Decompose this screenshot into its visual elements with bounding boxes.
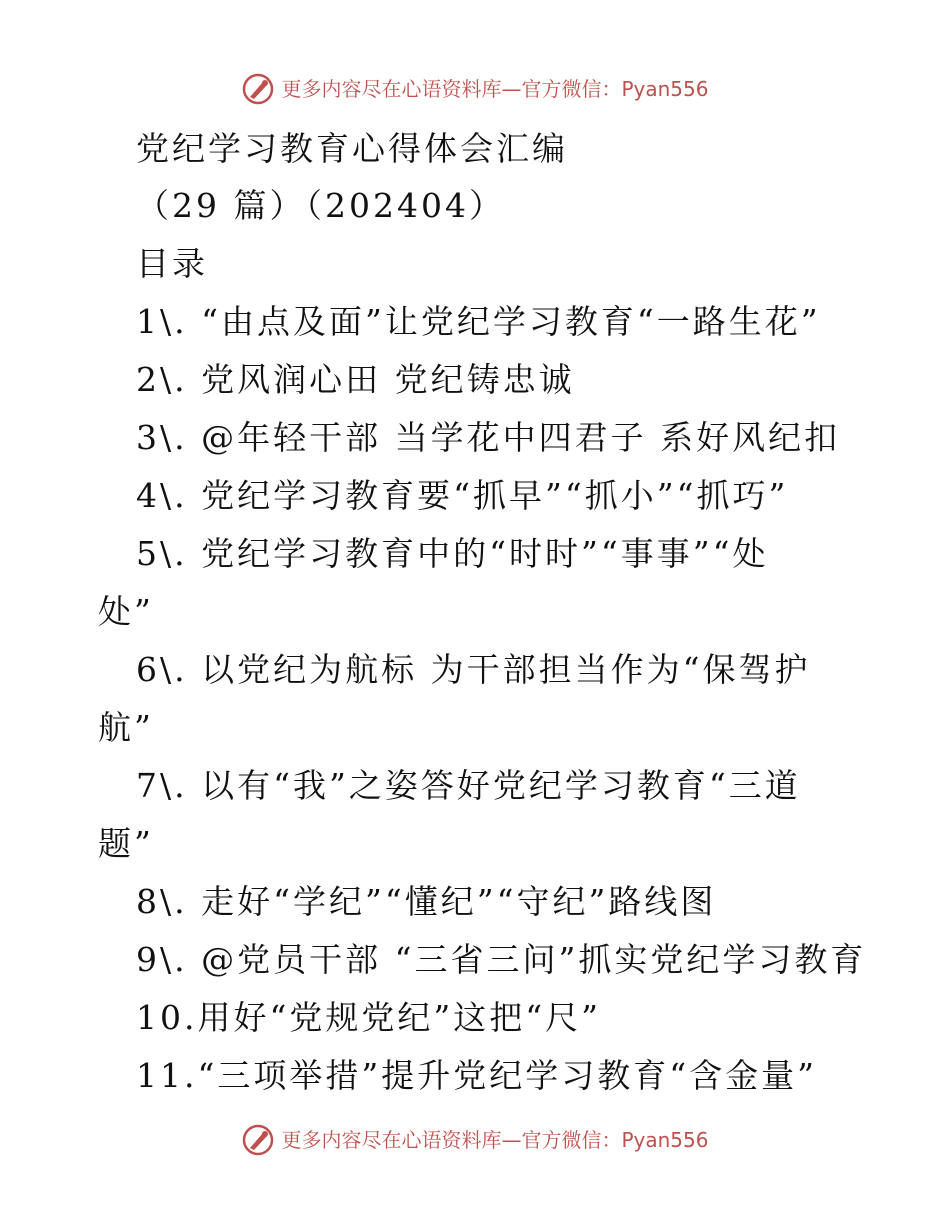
toc-item-continued: 航”: [98, 708, 154, 747]
toc-item: 3\. @年轻干部 当学花中四君子 系好风纪扣: [136, 418, 841, 457]
toc-item: 10.用好“党规党纪”这把“尺”: [136, 998, 601, 1037]
watermark-text: 更多内容尽在心语资料库—官方微信：Pyan556: [281, 77, 709, 101]
toc-item: 1\. “由点及面”让党纪学习教育“一路生花”: [136, 302, 821, 341]
toc-item: 11.“三项举措”提升党纪学习教育“含金量”: [136, 1056, 817, 1095]
toc-item: 6\. 以党纪为航标 为干部担当作为“保驾护: [136, 650, 811, 689]
toc-item: 7\. 以有“我”之姿答好党纪学习教育“三道: [136, 766, 801, 805]
footer-watermark: [0, 1123, 950, 1157]
doc-title-line1: 党纪学习教育心得体会汇编: [136, 129, 568, 168]
toc-item: 5\. 党纪学习教育中的“时时”“事事”“处: [136, 534, 769, 573]
toc-item: 2\. 党风润心田 党纪铸忠诚: [136, 360, 575, 399]
watermark-text: 更多内容尽在心语资料库—官方微信：Pyan556: [281, 1128, 709, 1152]
toc-item: 8\. 走好“学纪”“懂纪”“守纪”路线图: [136, 882, 717, 921]
toc-heading: 目录: [136, 244, 208, 283]
pen-logo-icon: [241, 72, 275, 106]
toc-item: 4\. 党纪学习教育要“抓早”“抓小”“抓巧”: [136, 476, 789, 515]
pen-logo-icon: [241, 1123, 275, 1157]
doc-title-line2: （29 篇）（202404）: [136, 186, 505, 225]
toc-item-continued: 处”: [98, 592, 154, 631]
toc-item-continued: 题”: [98, 824, 154, 863]
toc-item: 9\. @党员干部 “三省三问”抓实党纪学习教育: [136, 940, 867, 979]
header-watermark: [0, 72, 950, 106]
